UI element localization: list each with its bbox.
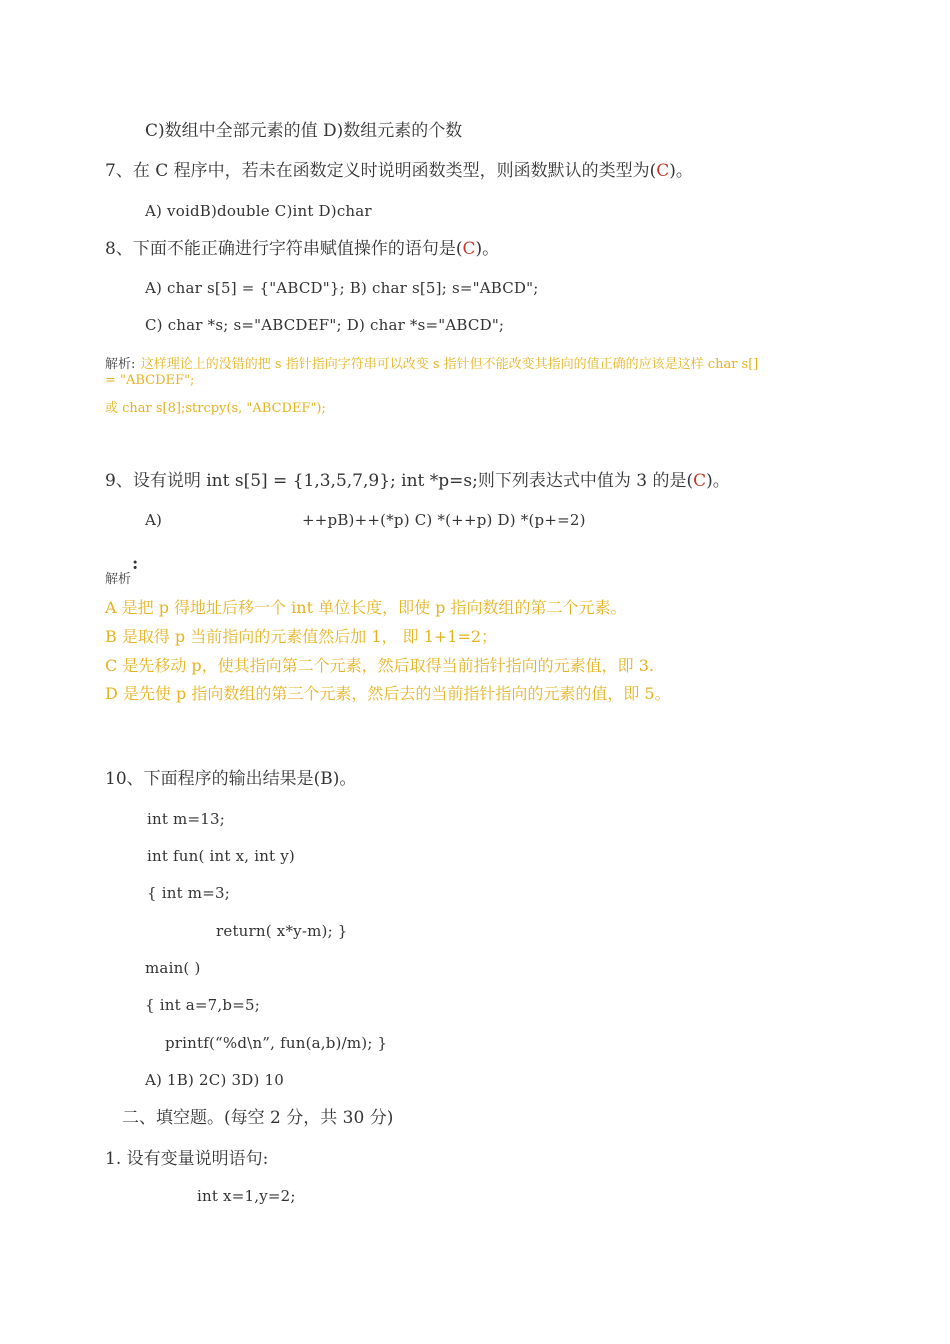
q8-options-cd: C) char *s; s="ABCDEF"; D) char *s="ABCD"; (145, 316, 505, 334)
q7-stem-end: )。 (669, 161, 693, 181)
q9-analysis-c: C 是先移动 p，使其指向第二个元素，然后取得当前指针指向的元素值，即 3. (105, 656, 655, 675)
q7-stem-text: 7、在 C 程序中，若未在函数定义时说明函数类型，则函数默认的类型为( (105, 161, 657, 181)
q9-stem-text: 9、设有说明 int s[5] = {1,3,5,7,9}; int *p=s;则下列表达式中值为 3 的是( (105, 471, 694, 491)
q7-answer: C (656, 161, 670, 181)
q8-stem (105, 238, 499, 260)
q9-analysis-label: 解析 (105, 572, 132, 587)
q10-code-line: return( x*y-m); } (216, 922, 348, 940)
q9-stem (105, 470, 730, 492)
q10-code-line: int m=13; (147, 810, 225, 828)
fill-q1-code: int x=1,y=2; (197, 1187, 296, 1205)
q9-analysis-a: A 是把 p 得地址后移一个 int 单位长度，即使 p 指向数组的第二个元素。 (105, 598, 627, 617)
q10-code-line: int fun( int x, int y) (147, 847, 295, 865)
q8-stem-text: 8、下面不能正确进行字符串赋值操作的语句是( (105, 239, 463, 259)
fill-q1-stem: 1. 设有变量说明语句: (105, 1149, 269, 1169)
q10-options: A) 1B) 2C) 3D) 10 (145, 1071, 284, 1089)
q8-answer: C (462, 239, 476, 259)
q9-analysis-d: D 是先使 p 指向数组的第三个元素，然后去的当前指针指向的元素的值，即 5。 (105, 684, 671, 703)
q9-option-a: A) (145, 511, 163, 529)
q10-stem: 10、下面程序的输出结果是(B)。 (105, 769, 357, 789)
q9-answer: C (693, 471, 707, 491)
q6-options-cd: C)数组中全部元素的值 D)数组元素的个数 (145, 121, 463, 141)
q8-analysis-label: 解析: (105, 357, 136, 372)
q8-analysis-line3: 或 char s[8];strcpy(s, "ABCDEF"); (105, 401, 326, 416)
q9-stem-end: )。 (706, 471, 730, 491)
q7-options: A) voidB)double C)int D)char (145, 202, 372, 220)
q10-code-line: printf(“%d\n”, fun(a,b)/m); } (165, 1034, 388, 1052)
q9-analysis-b: B 是取得 p 当前指向的元素值然后加 1， 即 1+1=2； (105, 627, 498, 646)
q8-analysis-text: 这样理论上的没错的把 s 指针指向字符串可以改变 s 指针但不能改变其指向的值正确的应该是这样 char s[] (140, 357, 759, 372)
q9-analysis-colon: : (132, 554, 139, 574)
q10-code-line: main( ) (145, 959, 201, 977)
q10-code-line: { int m=3; (147, 884, 230, 902)
q8-stem-end: )。 (475, 239, 500, 259)
q7-stem (105, 160, 693, 182)
q10-code-line: { int a=7,b=5; (145, 996, 260, 1014)
section-2-title: 二、填空题。(每空 2 分，共 30 分) (122, 1108, 394, 1128)
q9-options-rest: ++pB)++(*p) C) *(++p) D) *(p+=2) (302, 511, 586, 529)
q8-analysis-line2: = "ABCDEF"; (105, 373, 195, 388)
q8-analysis-line1 (105, 352, 758, 376)
q8-options-ab: A) char s[5] = {"ABCD"}; B) char s[5]; s="ABCD"; (145, 279, 539, 297)
